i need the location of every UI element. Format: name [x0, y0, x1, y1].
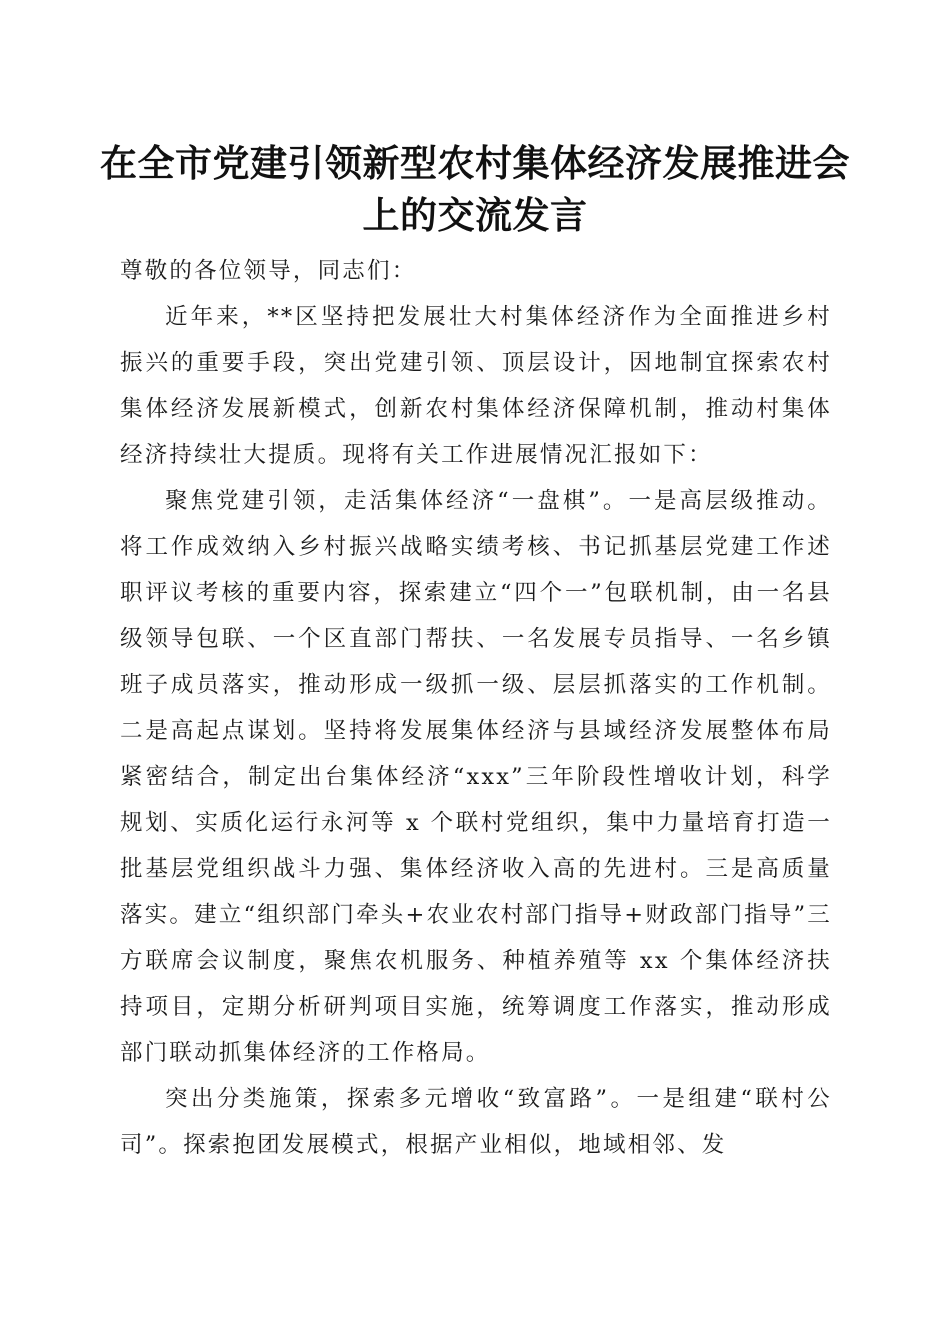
- paragraph-party-building: 聚焦党建引领，走活集体经济“一盘棋”。一是高层级推动。将工作成效纳入乡村振兴战略实绩考核、书记抓基层党建工作述职评议考核的重要内容，探索建立“四个一”包联机制，由一名县级领导包联、一个区直部门帮扶、一名发展专员指导、一名乡镇班子成员落实，推动形成一级抓一级、层层抓落实的工作机制。二是高起点谋划。坚持将发展集体经济与县域经济发展整体布局紧密结合，制定出台集体经济“xxx”三年阶段性增收计划，科学规划、实质化运行永河等 x 个联村党组织，集中力量培育打造一批基层党组织战斗力强、集体经济收入高的先进村。三是高质量落实。建立“组织部门牵头+农业农村部门指导+财政部门指导”三方联席会议制度，聚焦农机服务、种植养殖等 xx 个集体经济扶持项目，定期分析研判项目实施，统筹调度工作落实，推动形成部门联动抓集体经济的工作格局。: [120, 488, 832, 1066]
- paragraph-intro: 近年来，**区坚持把发展壮大村集体经济作为全面推进乡村振兴的重要手段，突出党建引领、顶层设计，因地制宜探索农村集体经济发展新模式，创新农村集体经济保障机制，推动村集体经济持续壮大提质。现将有关工作进展情况汇报如下：: [120, 304, 832, 468]
- paragraph-classified-measures: 突出分类施策，探索多元增收“致富路”。一是组建“联村公司”。探索抱团发展模式，根据产业相似，地域相邻、发: [120, 1086, 832, 1158]
- document-title: 在全市党建引领新型农村集体经济发展推进会上的交流发言: [100, 141, 850, 237]
- salutation: 尊敬的各位领导，同志们：: [120, 258, 417, 284]
- document-body: [120, 248, 832, 1168]
